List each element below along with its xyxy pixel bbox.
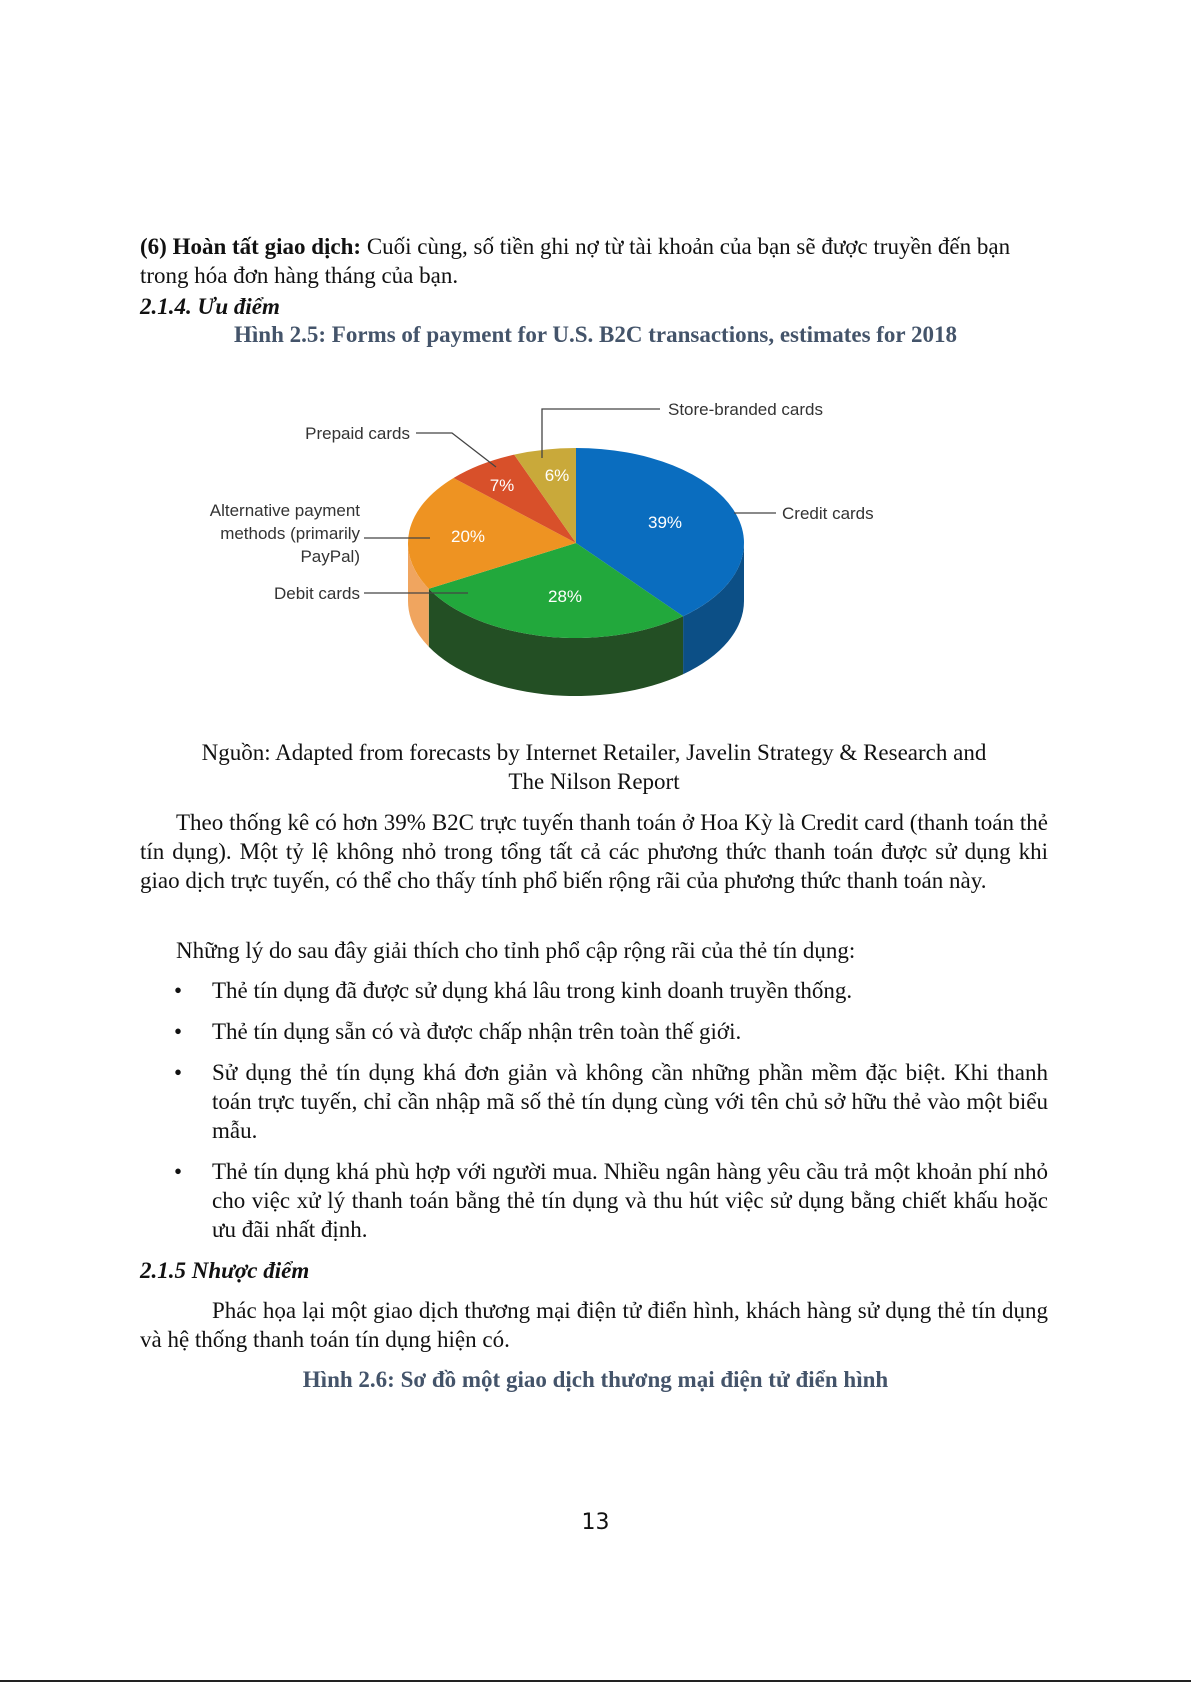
paragraph-statistics: Theo thống kê có hơn 39% B2C trực tuyến thanh toán ở Hoa Kỳ là Credit card (thanh toán thẻ tín dụng). Một tỷ lệ không nhỏ trong tổng tất cả các phương thức thanh toán được sử dụng khi giao dịch trực tuyến, có thể cho thấy tính phổ biến rộng rãi của phương thức thanh toán này.	[140, 810, 1048, 893]
label-alt-line3: PayPal)	[300, 547, 360, 566]
value-store: 6%	[544, 466, 570, 485]
figure-2-6-caption: Hình 2.6: Sơ đồ một giao dịch thương mại điện tử điển hình	[302, 1367, 889, 1392]
page-number: 13	[581, 1510, 610, 1535]
value-credit: 39%	[647, 513, 683, 532]
reasons-list	[140, 976, 1048, 1256]
list-item-text: Thẻ tín dụng sẵn có và được chấp nhận trên toàn thế giới.	[212, 1019, 742, 1044]
pie-chart	[0, 380, 1191, 710]
label-credit: Credit cards	[782, 504, 874, 523]
value-prepaid: 7%	[489, 476, 515, 495]
step6-label: (6) Hoàn tất giao dịch:	[140, 234, 362, 259]
label-prepaid: Prepaid cards	[305, 424, 410, 443]
bullet-icon: •	[174, 1060, 183, 1085]
label-debit: Debit cards	[274, 584, 360, 603]
bullet-icon: •	[174, 1019, 183, 1044]
label-store-branded: Store-branded cards	[668, 400, 823, 419]
list-item-text: Thẻ tín dụng khá phù hợp với người mua. Nhiều ngân hàng yêu cầu trả một khoản phí nhỏ cho việc xử lý thanh toán bằng thẻ tín dụng và thu hút việc sử dụng bằng chiết khấu hoặc ưu đãi nhất định.	[212, 1159, 1048, 1242]
label-alt-line2: methods (primarily	[220, 524, 360, 543]
leader-prepaid	[416, 433, 496, 467]
list-item-text: Sử dụng thẻ tín dụng khá đơn giản và không cần những phần mềm đặc biệt. Khi thanh toán trực tuyến, chỉ cần nhập mã số thẻ tín dụng cùng với tên chủ sở hữu thẻ vào một biểu mẫu.	[212, 1060, 1048, 1143]
figure-2-5-caption: Hình 2.5: Forms of payment for U.S. B2C transactions, estimates for 2018	[234, 322, 957, 347]
bullet-icon: •	[174, 1159, 183, 1184]
label-alt-line1: Alternative payment	[209, 501, 360, 520]
section-heading-advantages: 2.1.4. Ưu điểm	[140, 294, 280, 319]
figure-source-line2: The Nilson Report	[508, 769, 680, 794]
figure-source-line1: Nguồn: Adapted from forecasts by Internet Retailer, Javelin Strategy & Research and	[201, 740, 987, 765]
paragraph-reasons-intro: Những lý do sau đây giải thích cho tỉnh phổ cập rộng rãi của thẻ tín dụng:	[176, 938, 856, 963]
page-bottom-border	[0, 1680, 1191, 1682]
paragraph-transaction-sketch: Phác họa lại một giao dịch thương mại điện tử điển hình, khách hàng sử dụng thẻ tín dụng và hệ thống thanh toán tín dụng hiện có.	[140, 1298, 1048, 1352]
list-item	[140, 1017, 1048, 1046]
step6-text: Cuối cùng, số tiền ghi nợ từ tài khoản của bạn sẽ được truyền đến bạn trong hóa đơn hàng tháng của bạn.	[140, 234, 1011, 288]
list-item	[140, 1058, 1048, 1145]
step6-paragraph	[140, 232, 1048, 290]
value-debit: 28%	[547, 587, 583, 606]
list-item	[140, 1157, 1048, 1244]
list-item	[140, 976, 1048, 1005]
value-alt: 20%	[450, 527, 486, 546]
bullet-icon: •	[174, 978, 183, 1003]
section-heading-disadvantages: 2.1.5 Nhược điểm	[140, 1258, 310, 1283]
list-item-text: Thẻ tín dụng đã được sử dụng khá lâu trong kinh doanh truyền thống.	[212, 978, 853, 1003]
